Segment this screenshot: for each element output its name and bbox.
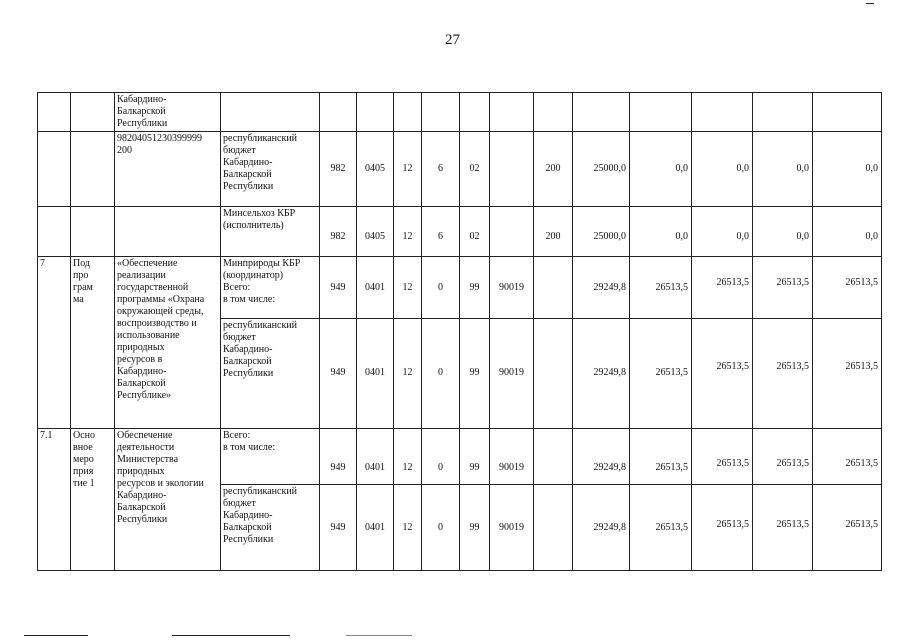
cell-v2: 0,0 <box>630 132 692 207</box>
cell-v4: 26513,5 <box>753 429 813 485</box>
cell-p4: 90019 <box>490 257 534 319</box>
cell-v3: 26513,5 <box>692 429 753 485</box>
cell-vr <box>534 319 573 429</box>
page-number: 27 <box>445 32 460 48</box>
cell-p3: 02 <box>460 207 490 257</box>
cell-p1: 12 <box>394 485 422 571</box>
cell-name: «Обеспечение реализации государственной программы «Охрана окружающей среды, воспроизводство и использование природных ресурсов в Кабардино- Балкарской Республике» <box>115 257 221 429</box>
cell-p1: 12 <box>394 429 422 485</box>
cell-v2: 0,0 <box>630 207 692 257</box>
cell-v4: 26513,5 <box>753 485 813 571</box>
cell-v5: 0,0 <box>813 207 882 257</box>
cell-kind: Осно вное меро прия тие 1 <box>71 429 115 571</box>
cell-source <box>221 93 320 132</box>
cell-name: 98204051230399999 200 <box>115 132 221 207</box>
cell-p1: 12 <box>394 207 422 257</box>
cell-grbs: 949 <box>320 319 357 429</box>
cell-p2: 6 <box>422 207 460 257</box>
cell-vr <box>534 485 573 571</box>
cell-v1: 29249,8 <box>573 485 630 571</box>
cell-grbs: 949 <box>320 485 357 571</box>
cell-p4: 90019 <box>490 485 534 571</box>
cell-v5: 26513,5 <box>813 429 882 485</box>
cell-rzpr: 0401 <box>357 429 394 485</box>
cell-vr <box>534 257 573 319</box>
cell-source: Минсельхоз КБР (исполнитель) <box>221 207 320 257</box>
cell-v2: 26513,5 <box>630 485 692 571</box>
cell-v2: 26513,5 <box>630 319 692 429</box>
cell-v2: 26513,5 <box>630 257 692 319</box>
cell-p4 <box>490 207 534 257</box>
cell-rzpr: 0401 <box>357 485 394 571</box>
cell-p4 <box>490 132 534 207</box>
table-row <box>38 132 882 207</box>
cell-source: республиканский бюджет Кабардино- Балкарской Республики <box>221 485 320 571</box>
cell-v2: 26513,5 <box>630 429 692 485</box>
cell-vr: 200 <box>534 207 573 257</box>
cell-v3: 26513,5 <box>692 485 753 571</box>
cell-v3: 26513,5 <box>692 319 753 429</box>
cell-v1: 25000,0 <box>573 132 630 207</box>
cell-rzpr: 0405 <box>357 132 394 207</box>
cell-p1: 12 <box>394 132 422 207</box>
cell-source: республиканский бюджет Кабардино- Балкарской Республики <box>221 132 320 207</box>
cell-v1: 29249,8 <box>573 319 630 429</box>
cell-v1: 29249,8 <box>573 257 630 319</box>
cell-grbs: 949 <box>320 257 357 319</box>
cell-num: 7 <box>38 257 71 429</box>
cell-p1: 12 <box>394 319 422 429</box>
cell-v4: 26513,5 <box>753 257 813 319</box>
table-row <box>38 207 882 257</box>
cell-p2: 0 <box>422 257 460 319</box>
cell-v1: 29249,8 <box>573 429 630 485</box>
cell-p4: 90019 <box>490 429 534 485</box>
cell-num: 7.1 <box>38 429 71 571</box>
cell-v5: 26513,5 <box>813 485 882 571</box>
cell-p1: 12 <box>394 257 422 319</box>
cell-v5: 26513,5 <box>813 257 882 319</box>
cell-source: республиканский бюджет Кабардино- Балкарской Республики <box>221 319 320 429</box>
cell-p3: 99 <box>460 257 490 319</box>
cell-v3: 0,0 <box>692 207 753 257</box>
cell-name: Обеспечение деятельности Министерства природных ресурсов и экологии Кабардино- Балкарской Республики <box>115 429 221 571</box>
cell-v3: 0,0 <box>692 132 753 207</box>
cell-source: Минприроды КБР (координатор) Всего: в том числе: <box>221 257 320 319</box>
cell-vr: 200 <box>534 132 573 207</box>
cell-rzpr: 0401 <box>357 319 394 429</box>
cell-rzpr: 0401 <box>357 257 394 319</box>
scan-artifact-line <box>172 635 290 636</box>
scan-artifact-line <box>866 3 874 4</box>
table-row <box>38 429 882 485</box>
cell-num <box>38 93 71 132</box>
cell-grbs: 982 <box>320 207 357 257</box>
budget-table <box>37 92 882 571</box>
cell-grbs: 982 <box>320 132 357 207</box>
cell-v4: 26513,5 <box>753 319 813 429</box>
cell-v5: 26513,5 <box>813 319 882 429</box>
cell-v3: 26513,5 <box>692 257 753 319</box>
table-row <box>38 93 882 132</box>
cell-p2: 0 <box>422 485 460 571</box>
cell-v4: 0,0 <box>753 132 813 207</box>
cell-kind: Под про грам ма <box>71 257 115 429</box>
cell-p4: 90019 <box>490 319 534 429</box>
table-row <box>38 257 882 319</box>
cell-p3: 99 <box>460 485 490 571</box>
cell-grbs: 949 <box>320 429 357 485</box>
cell-p3: 02 <box>460 132 490 207</box>
cell-p3: 99 <box>460 429 490 485</box>
scan-artifact-line <box>24 635 88 636</box>
cell-source: Всего: в том числе: <box>221 429 320 485</box>
cell-p3: 99 <box>460 319 490 429</box>
scan-artifact-line <box>346 635 412 636</box>
cell-name: Кабардино- Балкарской Республики <box>115 93 221 132</box>
cell-v4: 0,0 <box>753 207 813 257</box>
cell-p2: 6 <box>422 132 460 207</box>
cell-vr <box>534 429 573 485</box>
cell-kind <box>71 93 115 132</box>
cell-p2: 0 <box>422 429 460 485</box>
cell-v5: 0,0 <box>813 132 882 207</box>
cell-p2: 0 <box>422 319 460 429</box>
cell-rzpr: 0405 <box>357 207 394 257</box>
cell-v1: 25000,0 <box>573 207 630 257</box>
